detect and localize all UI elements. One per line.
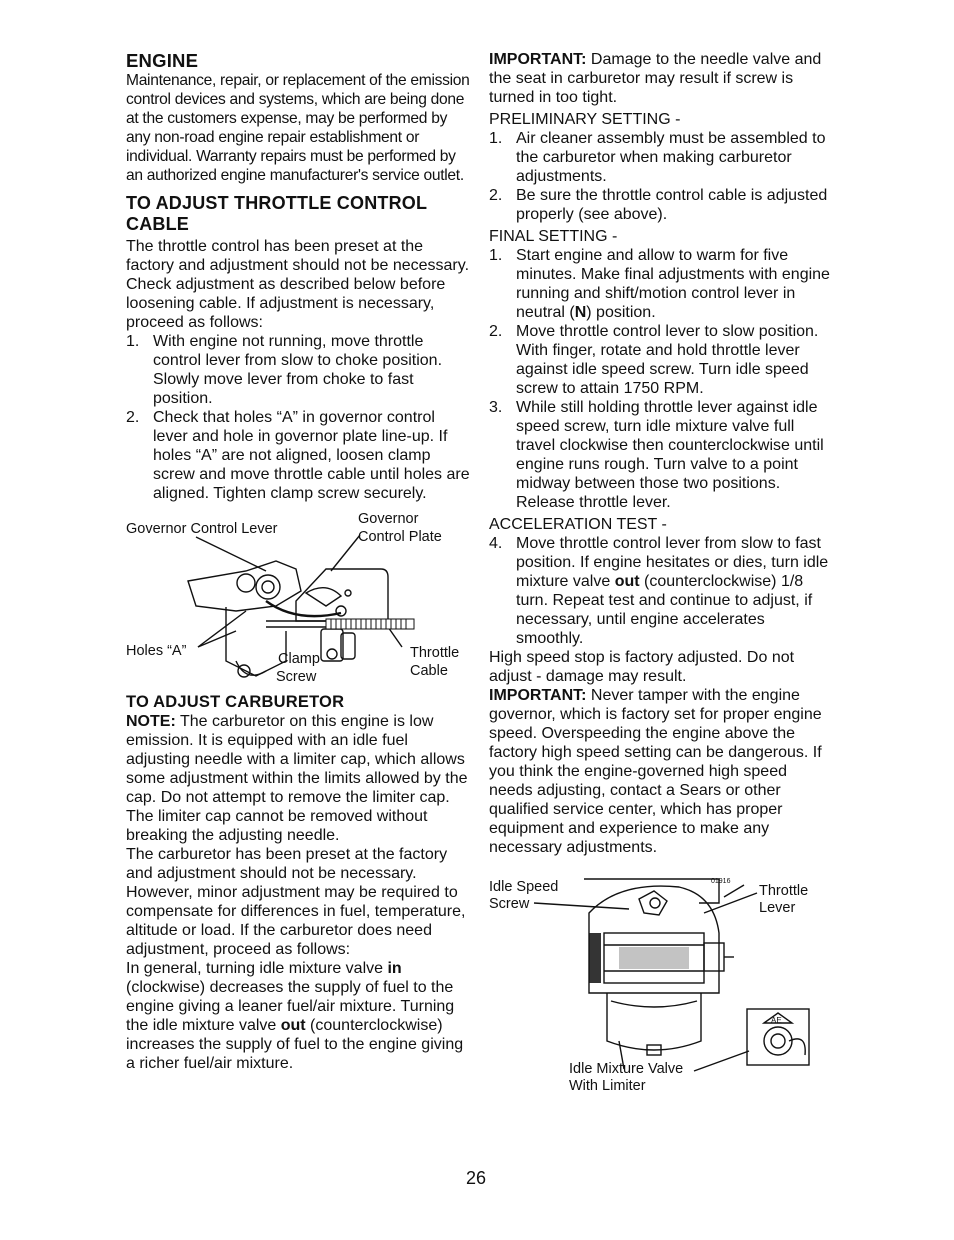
engine-heading: ENGINE bbox=[126, 50, 199, 71]
label-throttle-lever-2: Lever bbox=[759, 900, 796, 916]
page-number: 26 bbox=[466, 1168, 487, 1188]
list-item: 3. While still holding throttle lever against idle speed screw, turn idle mixture valve full travel clockwise then counterclockwise until engine runs rough. Turn valve to a point midway between those two positions. Release throttle lever. bbox=[489, 399, 824, 511]
label-clamp-1: Clamp bbox=[278, 651, 320, 667]
preliminary-heading: PRELIMINARY SETTING - bbox=[489, 111, 681, 128]
carburetor-heading: TO ADJUST CARBURETOR bbox=[126, 693, 345, 711]
important-2: IMPORTANT: Never tamper with the engine governor, which is factory set for proper engine speed. Overspeeding the engine above the factory high speed setting can be dangerous. If you think the engine-governed high speed needs adjusting, contact a Sears or other qualified service center, which has proper equipment and experience to make any necessary adjustments. bbox=[489, 687, 822, 856]
label-governor-plate-1: Governor bbox=[358, 511, 419, 527]
label-cable-1: Throttle bbox=[410, 645, 460, 661]
label-idle-speed-1: Idle Speed bbox=[489, 879, 559, 895]
list-item: 1. Air cleaner assembly must be assembled to the carburetor when making carburetor adjustments. bbox=[489, 130, 826, 185]
left-column bbox=[126, 50, 471, 1073]
list-item: 4. Move throttle control lever from slow to fast position. If engine hesitates or dies, turn idle mixture valve out (counterclockwise) 1/8 turn. Repeat test and continue to adjust, if necessary, until engine accelerates smoothly. bbox=[489, 535, 829, 647]
final-heading: FINAL SETTING - bbox=[489, 228, 618, 245]
list-item: 1. Start engine and allow to warm for five minutes. Make final adjustments with engine running and shift/motion control lever in neutral (N) position. bbox=[489, 247, 830, 321]
label-idle-mixture-2: With Limiter bbox=[569, 1078, 646, 1094]
carburetor-note: NOTE: The carburetor on this engine is low emission. It is equipped with an idle fuel adjusting needle with a limiter cap, which allows some adjustment within the limits allowed by the cap. Do not attempt to remove the limiter cap. The limiter cap cannot be removed without breaking the adjusting needle. bbox=[126, 713, 468, 844]
label-clamp-2: Screw bbox=[276, 669, 317, 685]
label-holes: Holes “A” bbox=[126, 643, 187, 659]
high-speed-note: High speed stop is factory adjusted. Do not adjust - damage may result. bbox=[489, 649, 795, 685]
limiter-cap-text: AE bbox=[771, 1016, 782, 1025]
throttle-steps bbox=[126, 332, 471, 503]
right-column bbox=[489, 50, 834, 1095]
carburetor-illustration bbox=[489, 873, 834, 1095]
carburetor-para-3: In general, turning idle mixture valve in (clockwise) decreases the supply of fuel to the engine giving a leaner fuel/air mixture. Turning the idle mixture valve out (counterclockwise) increases the supply of fuel to the engine giving a richer fuel/air mixture. bbox=[126, 960, 464, 1072]
important-1: IMPORTANT: Damage to the needle valve and the seat in carburetor may result if screw is turned in too tight. bbox=[489, 51, 822, 106]
figure-code: 01916 bbox=[711, 878, 731, 885]
label-governor-plate-2: Control Plate bbox=[358, 529, 442, 545]
list-item: 2. Check that holes “A” in governor control lever and hole in governor plate line-up. If holes “A” are not aligned, loosen clamp screw and move throttle cable until holes are aligned. Tighten clamp screw securely. bbox=[126, 409, 470, 502]
list-item: 2. Be sure the throttle control cable is adjusted properly (see above). bbox=[489, 187, 828, 223]
engine-text: Maintenance, repair, or replacement of the emission control devices and systems, which are being done at the customers expense, may be performed by any non-road engine repair establishment or individual. Warranty repairs must be performed by an authorized engine manufacturer's service outlet. bbox=[126, 72, 470, 184]
label-idle-speed-2: Screw bbox=[489, 896, 530, 912]
preliminary-steps bbox=[489, 129, 834, 224]
throttle-heading: TO ADJUST THROTTLE CONTROL CABLE bbox=[126, 193, 427, 234]
label-governor-lever: Governor Control Lever bbox=[126, 521, 278, 537]
acceleration-steps bbox=[489, 534, 834, 648]
label-throttle-lever-1: Throttle bbox=[759, 883, 809, 899]
label-cable-2: Cable bbox=[410, 663, 448, 679]
final-steps bbox=[489, 246, 834, 512]
governor-illustration bbox=[126, 511, 471, 691]
throttle-intro: The throttle control has been preset at the factory and adjustment should not be necessary. Check adjustment as described below before loosening cable. If adjustment is necessary, proceed as follows: bbox=[126, 238, 470, 331]
acceleration-heading: ACCELERATION TEST - bbox=[489, 516, 667, 533]
governor-figure bbox=[126, 511, 471, 691]
list-item: 1. With engine not running, move throttle control lever from slow to choke position. Slowly move lever from choke to fast position. bbox=[126, 333, 443, 407]
label-idle-mixture-1: Idle Mixture Valve bbox=[569, 1061, 684, 1077]
list-item: 2. Move throttle control lever to slow position. With finger, rotate and hold throttle lever against idle speed screw. Turn idle speed screw to attain 1750 RPM. bbox=[489, 323, 819, 397]
carburetor-para-2: The carburetor has been preset at the factory and adjustment should not be necessary. However, minor adjustment may be required to compensate for differences in fuel, temperature, altitude or load. If the carburetor does need adjustment, proceed as follows: bbox=[126, 846, 466, 958]
carburetor-figure bbox=[489, 873, 834, 1095]
